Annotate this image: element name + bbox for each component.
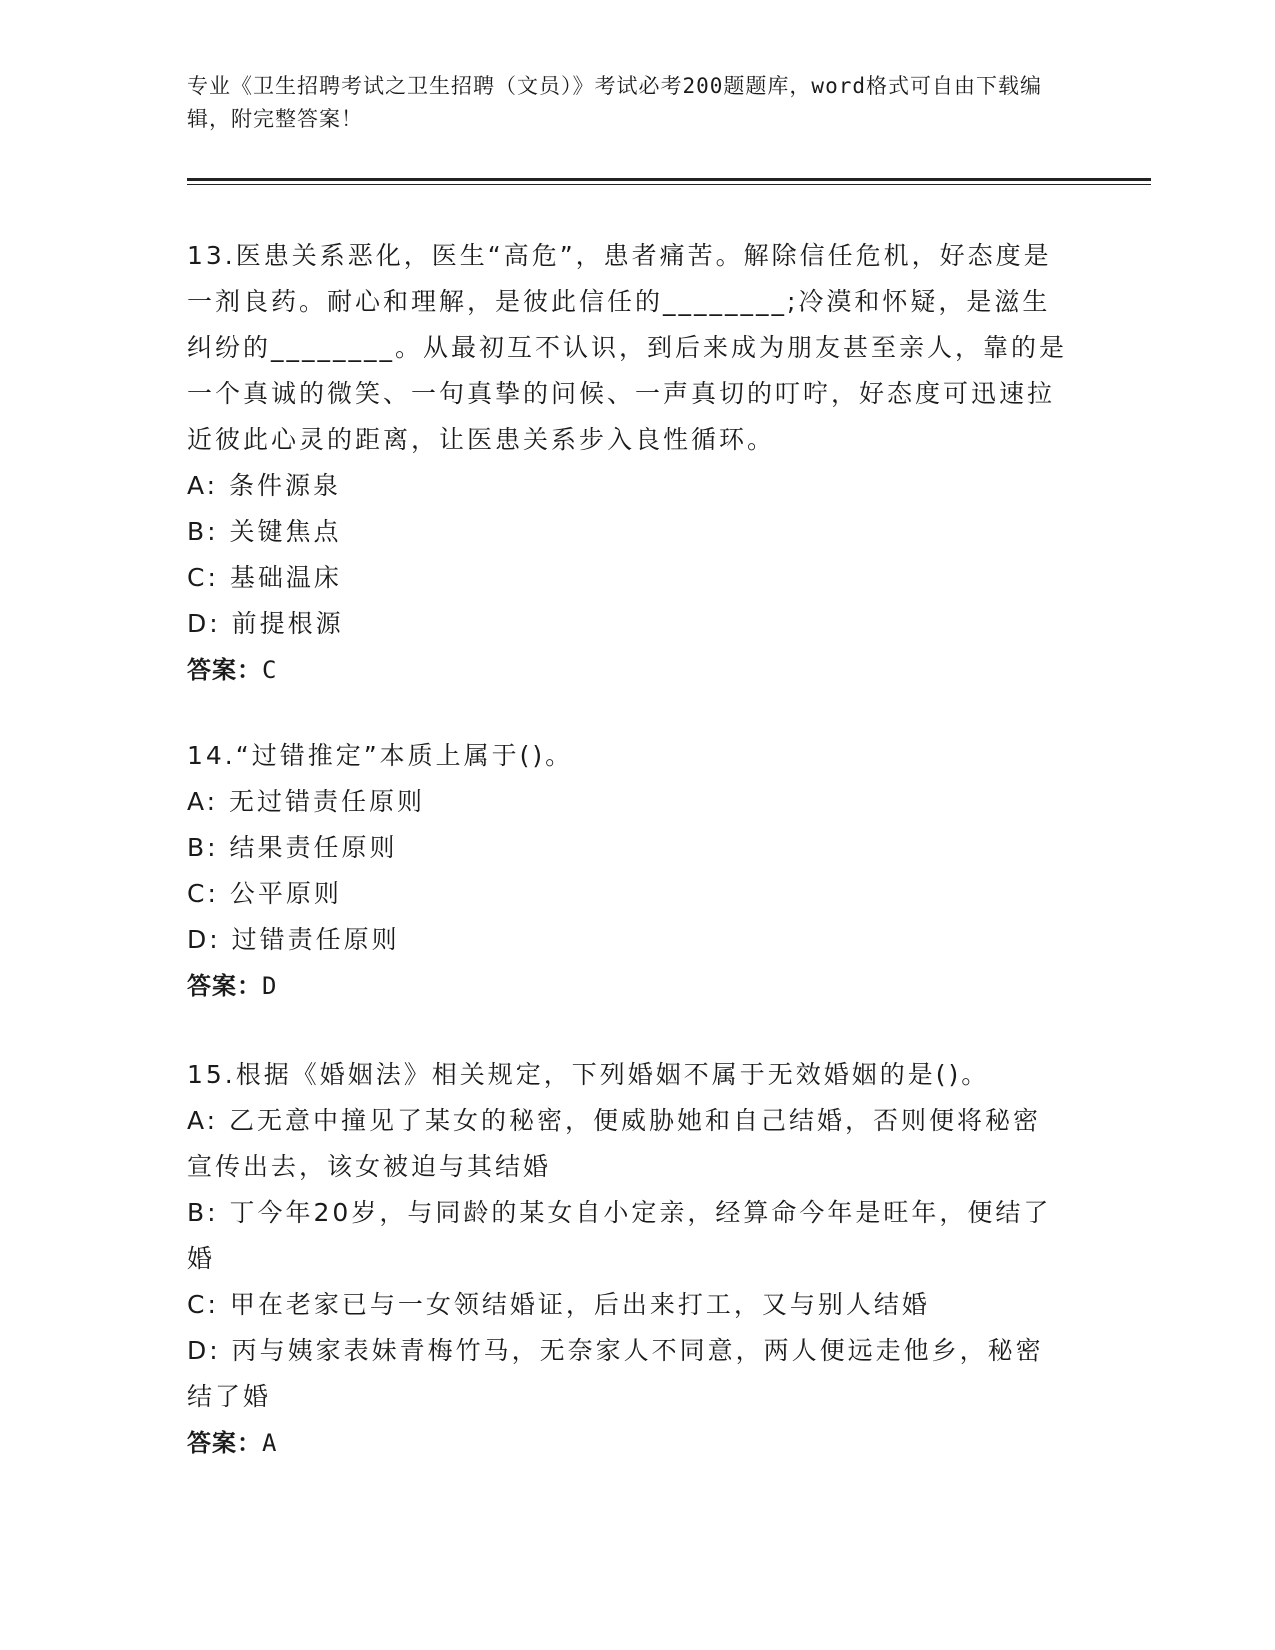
answer-value: A [262,1429,278,1457]
question-13 [187,233,1067,693]
header-divider-thin [187,184,1151,185]
option-b: B: 结果责任原则 [187,833,398,862]
option-c: C: 基础温床 [187,563,342,592]
option-c: C: 甲在老家已与一女领结婚证，后出来打工，又与别人结婚 [187,1290,930,1319]
option-d: D: 前提根源 [187,609,344,638]
option-b: B: 丁今年20岁，与同龄的某女自小定亲，经算命今年是旺年，便结了婚 [187,1198,1052,1273]
answer-line [187,647,1067,693]
answer-line [187,1420,1067,1466]
option-a: A: 无过错责任原则 [187,787,426,816]
header-intro: 专业《卫生招聘考试之卫生招聘（文员）》考试必考200题题库，word格式可自由下载编辑，附完整答案！ [187,74,1042,131]
question-stem: 15.根据《婚姻法》相关规定，下列婚姻不属于无效婚姻的是()。 [187,1060,990,1089]
question-stem: 14.“过错推定”本质上属于()。 [187,741,574,770]
question-14 [187,733,1067,1009]
question-15 [187,1052,1067,1466]
option-d: D: 丙与姨家表妹青梅竹马，无奈家人不同意，两人便远走他乡，秘密结了婚 [187,1336,1044,1411]
answer-value: C [262,656,278,684]
option-c: C: 公平原则 [187,879,342,908]
answer-label: 答案： [187,656,262,684]
option-d: D: 过错责任原则 [187,925,400,954]
document-header [187,70,1067,136]
answer-value: D [262,972,278,1000]
option-b: B: 关键焦点 [187,517,342,546]
question-stem: 13.医患关系恶化，医生“高危”，患者痛苦。解除信任危机，好态度是一剂良药。耐心和理解，是彼此信任的________;冷漠和怀疑，是滋生纠纷的________。从最初互不认识，到后来成为朋友甚至亲人，靠的是一个真诚的微笑、一句真挚的问候、一声真切的叮咛，好态度可迅速拉近彼此心灵的距离，让医患关系步入良性循环。 [187,241,1068,454]
option-a: A: 条件源泉 [187,471,342,500]
answer-line [187,963,1067,1009]
answer-label: 答案： [187,1429,262,1457]
header-divider-thick [187,178,1151,181]
answer-label: 答案： [187,972,262,1000]
option-a: A: 乙无意中撞见了某女的秘密，便威胁她和自己结婚，否则便将秘密宣传出去，该女被迫与其结婚 [187,1106,1042,1181]
